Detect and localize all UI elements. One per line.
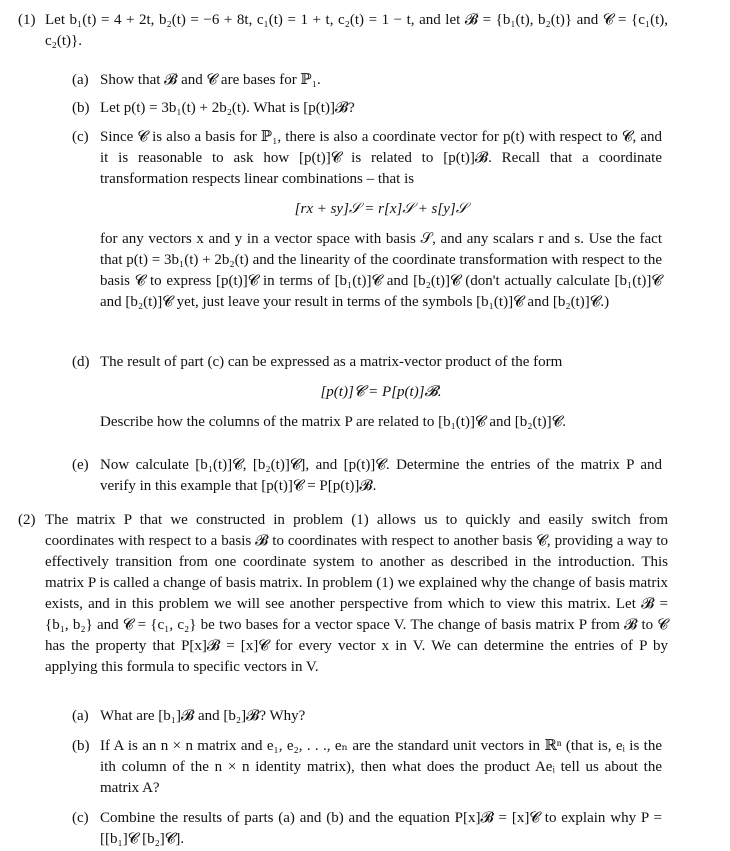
part-text: Show that 𝓑 and 𝓒 are bases for ℙ₁. xyxy=(100,72,321,88)
problem-1-part-d xyxy=(72,352,662,433)
problem-intro: Let b₁(t) = 4 + 2t, b₂(t) = −6 + 8t, c₁(t) = 1 + t, c₂(t) = 1 − t, and let 𝓑 = {b₁(t), b₂(t)} and 𝓒 = {c₁(t), c₂(t)}. xyxy=(45,12,668,49)
part-label: (a) xyxy=(72,708,89,724)
part-label: (b) xyxy=(72,100,90,116)
part-label: (e) xyxy=(72,457,89,473)
problem-2-part-b xyxy=(72,736,662,799)
problem-2 xyxy=(18,510,668,678)
part-text: Describe how the columns of the matrix P are related to [b₁(t)]𝓒 and [b₂(t)]𝓒. xyxy=(100,414,566,430)
part-text: The result of part (c) can be expressed as a matrix-vector product of the form xyxy=(100,354,563,370)
display-equation: [p(t)]𝓒 = P[p(t)]𝓑. xyxy=(320,384,442,400)
part-label: (a) xyxy=(72,72,89,88)
problem-number: (2) xyxy=(18,512,36,528)
part-text: Now calculate [b₁(t)]𝓒, [b₂(t)]𝓒], and [p(t)]𝓒. Determine the entries of the matrix P and verify in this example that [p(t)]𝓒 = P[p(t)]𝓑. xyxy=(100,457,662,494)
problem-2-part-c xyxy=(72,808,662,850)
part-text: for any vectors x and y in a vector space with basis 𝒮, and any scalars r and s. Use the fact that p(t) = 3b₁(t) + 2b₂(t) and the linearity of the coordinate transformation with respect to the basis 𝓒 to express [p(t)]𝓒 in terms of [b₁(t)]𝓒 and [b₂(t)]𝓒 (don't actually calculate [b₁(t)]𝓒 and [b₂(t)]𝓒 yet, just leave your result in terms of the symbols [b₁(t)]𝓒 and [b₂(t)]𝓒.) xyxy=(100,231,662,310)
problem-number: (1) xyxy=(18,12,36,28)
problem-intro: The matrix P that we constructed in problem (1) allows us to quickly and easily switch from coordinates with respect to a basis 𝓑 to coordinates with respect to another basis 𝓒, providing a way to effectively transition from one coordinate system to another as described in the introduction. This matrix P is called a change of basis matrix. In problem (1) we explained why the change of basis matrix exists, and in this problem we will see another perspective from which to view this matrix. Let 𝓑 = {b₁, b₂} and 𝓒 = {c₁, c₂} be two bases for a vector space V. The change of basis matrix P from 𝓑 to 𝓒 has the property that P[x]𝓑 = [x]𝓒 for every vector x in V. We can determine the entries of P by applying this formula to specific vectors in V. xyxy=(45,512,668,675)
part-text: Since 𝓒 is also a basis for ℙ₁, there is also a coordinate vector for p(t) with respect to 𝓒, and it is reasonable to ask how [p(t)]𝓒 is related to [p(t)]𝓑. Recall that a coordinate transformation respects linear combinations – that is xyxy=(100,129,662,187)
display-equation: [rx + sy]𝒮 = r[x]𝒮 + s[y]𝒮 xyxy=(294,201,468,217)
part-text: If A is an n × n matrix and e₁, e₂, . . ., eₙ are the standard unit vectors in ℝⁿ (that is, eᵢ is the ith column of the n × n identity matrix), then what does the product Aeᵢ tell us about the matrix A? xyxy=(100,738,662,796)
part-label: (d) xyxy=(72,354,90,370)
part-text: What are [b₁]𝓑 and [b₂]𝓑? Why? xyxy=(100,708,306,724)
part-text: Combine the results of parts (a) and (b) and the equation P[x]𝓑 = [x]𝓒 to explain why P = [[b₁]𝓒 [b₂]𝓒]. xyxy=(100,810,662,847)
problem-1 xyxy=(18,10,668,52)
problem-1-part-e xyxy=(72,455,662,497)
part-label: (c) xyxy=(72,810,89,826)
problem-1-part-a xyxy=(72,70,662,91)
problem-1-part-c xyxy=(72,127,662,313)
problem-2-part-a xyxy=(72,706,662,727)
part-label: (c) xyxy=(72,129,89,145)
part-text: Let p(t) = 3b₁(t) + 2b₂(t). What is [p(t)]𝓑? xyxy=(100,100,355,116)
problem-1-part-b xyxy=(72,98,662,119)
part-label: (b) xyxy=(72,738,90,754)
